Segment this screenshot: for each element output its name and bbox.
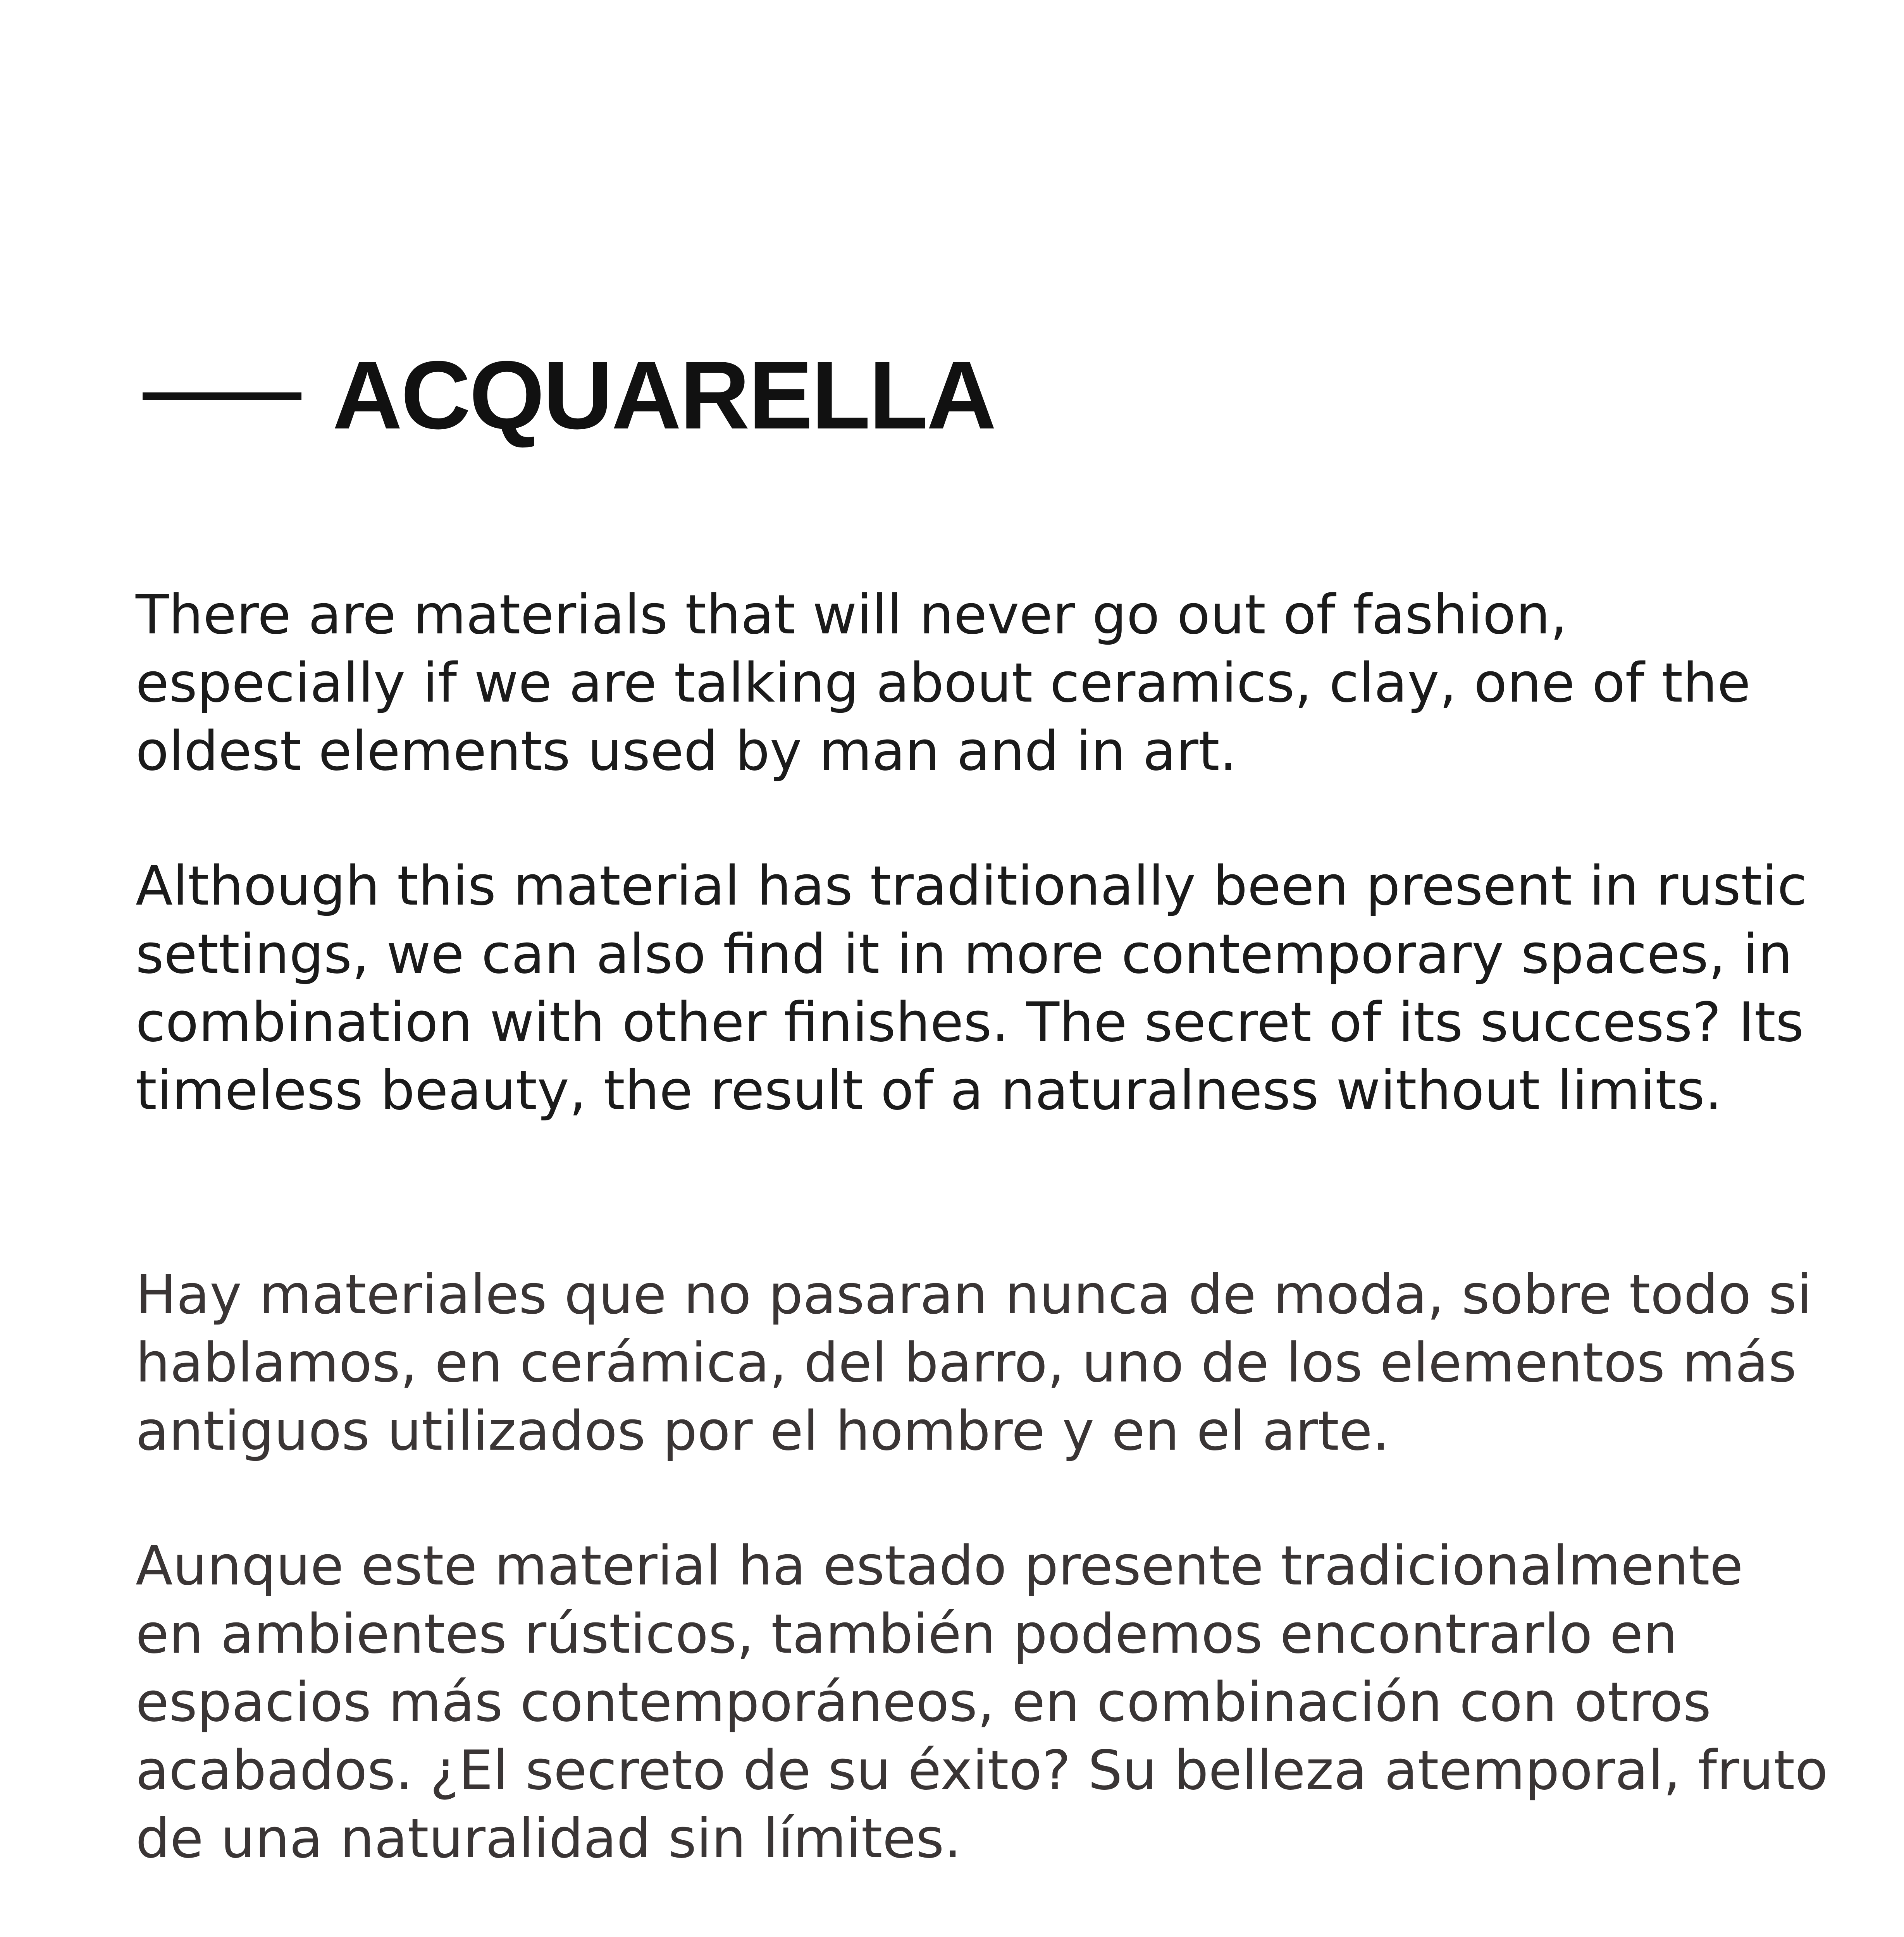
heading-dash-rule bbox=[143, 392, 301, 400]
text-line: especially if we are talking about ceramics, clay, one of the bbox=[136, 652, 1751, 715]
text-line: espacios más contemporáneos, en combinación con otros bbox=[136, 1671, 1711, 1734]
spanish-paragraph-2 bbox=[136, 1532, 1828, 1873]
english-paragraph-2 bbox=[136, 852, 1807, 1125]
spanish-paragraph-1 bbox=[136, 1261, 1812, 1466]
text-line: de una naturalidad sin límites. bbox=[136, 1807, 962, 1870]
text-line: Although this material has traditionally been present in rustic bbox=[136, 855, 1807, 918]
text-line: hablamos, en cerámica, del barro, uno de los elementos más bbox=[136, 1331, 1797, 1395]
text-line: Aunque este material ha estado presente tradicionalmente bbox=[136, 1534, 1743, 1598]
text-line: oldest elements used by man and in art. bbox=[136, 720, 1237, 783]
text-line: timeless beauty, the result of a naturalness without limits. bbox=[136, 1059, 1722, 1122]
text-line: antiguos utilizados por el hombre y en el arte. bbox=[136, 1400, 1390, 1463]
text-line: Hay materiales que no pasaran nunca de moda, sobre todo si bbox=[136, 1263, 1812, 1326]
heading bbox=[143, 337, 995, 453]
text-line: combination with other finishes. The secret of its success? Its bbox=[136, 991, 1804, 1054]
page-title: ACQUARELLA bbox=[332, 341, 995, 449]
text-line: settings, we can also find it in more contemporary spaces, in bbox=[136, 923, 1792, 986]
text-line: acabados. ¿El secreto de su éxito? Su belleza atemporal, fruto bbox=[136, 1739, 1828, 1802]
text-line: en ambientes rústicos, también podemos encontrarlo en bbox=[136, 1603, 1678, 1666]
text-line: There are materials that will never go out of fashion, bbox=[136, 583, 1568, 647]
english-paragraph-1 bbox=[136, 581, 1802, 786]
